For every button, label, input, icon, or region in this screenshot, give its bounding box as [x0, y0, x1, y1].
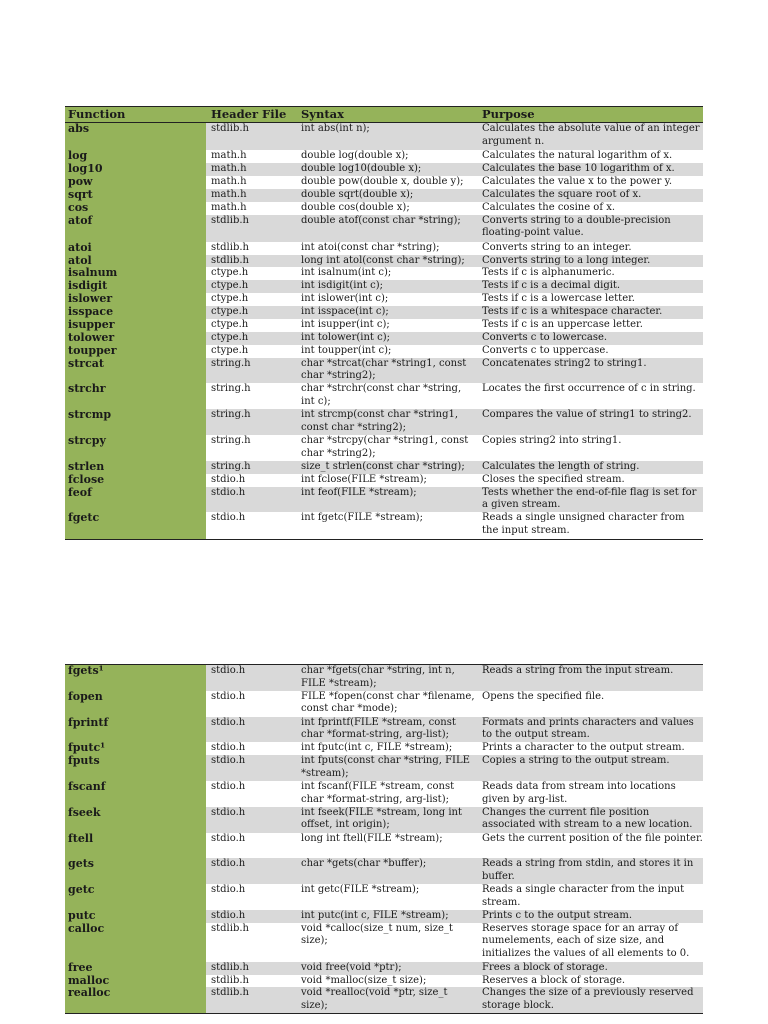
header-file-cell: stdio.h [206, 781, 296, 807]
purpose-cell: Copies string2 into string1. [477, 435, 703, 461]
header-file-cell: stdio.h [206, 665, 296, 691]
header-file-cell: stdlib.h [206, 255, 296, 268]
syntax-cell: int fputs(const char *string, FILE *stream); [296, 755, 477, 781]
syntax-cell: void *calloc(size_t num, size_t size); [296, 923, 477, 962]
syntax-cell: int fseek(FILE *stream, long int offset, int origin); [296, 807, 477, 833]
header-file-cell: stdio.h [206, 807, 296, 833]
function-name-cell: realloc [65, 987, 206, 1013]
function-name-cell: atof [65, 215, 206, 242]
purpose-cell: Opens the specified file. [477, 691, 703, 717]
purpose-cell: Gets the current position of the file pointer. [477, 833, 703, 859]
function-name-cell: ftell [65, 833, 206, 859]
syntax-cell: int fputc(int c, FILE *stream); [296, 742, 477, 755]
table-row [65, 755, 703, 781]
purpose-cell: Concatenates string2 to string1. [477, 358, 703, 384]
function-name-cell: feof [65, 487, 206, 513]
syntax-cell: double pow(double x, double y); [296, 176, 477, 189]
purpose-cell: Tests if c is alphanumeric. [477, 267, 703, 280]
header-file-cell: ctype.h [206, 319, 296, 332]
purpose-cell: Locates the first occurrence of c in string. [477, 383, 703, 409]
function-name-cell: pow [65, 176, 206, 189]
syntax-cell: int strcmp(const char *string1, const char *string2); [296, 409, 477, 435]
header-file-cell: stdio.h [206, 858, 296, 884]
syntax-cell: int islower(int c); [296, 293, 477, 306]
function-name-cell: log10 [65, 163, 206, 176]
function-name-cell: strlen [65, 461, 206, 474]
syntax-cell: void *realloc(void *ptr, size_t size); [296, 987, 477, 1013]
purpose-cell: Reads a single unsigned character from the input stream. [477, 512, 703, 539]
header-file-cell: stdlib.h [206, 242, 296, 255]
function-name-cell: fputc¹ [65, 742, 206, 755]
syntax-cell: int isspace(int c); [296, 306, 477, 319]
syntax-cell: int fprintf(FILE *stream, const char *format-string, arg-list); [296, 717, 477, 743]
function-name-cell: strchr [65, 383, 206, 409]
table-row [65, 189, 703, 202]
function-name-cell: isspace [65, 306, 206, 319]
syntax-cell: size_t strlen(const char *string); [296, 461, 477, 474]
syntax-cell: double log(double x); [296, 150, 477, 163]
purpose-cell: Reserves storage space for an array of numelements, each of size size, and initializes the values of all elements to 0. [477, 923, 703, 962]
syntax-cell: long int ftell(FILE *stream); [296, 833, 477, 859]
header-file-cell: math.h [206, 176, 296, 189]
table-row [65, 781, 703, 807]
purpose-cell: Tests if c is a lowercase letter. [477, 293, 703, 306]
function-name-cell: fgets¹ [65, 665, 206, 691]
purpose-cell: Calculates the base 10 logarithm of x. [477, 163, 703, 176]
purpose-cell: Prints c to the output stream. [477, 910, 703, 923]
syntax-cell: char *strchr(const char *string, int c); [296, 383, 477, 409]
header-file-cell: stdio.h [206, 833, 296, 859]
function-name-cell: fgetc [65, 512, 206, 539]
function-table-2 [65, 664, 703, 1014]
purpose-cell: Converts string to a double-precision floating-point value. [477, 215, 703, 242]
purpose-cell: Copies a string to the output stream. [477, 755, 703, 781]
syntax-cell: double cos(double x); [296, 202, 477, 215]
table-row [65, 383, 703, 409]
syntax-cell: void *malloc(size_t size); [296, 975, 477, 988]
header-file-cell: stdlib.h [206, 975, 296, 988]
function-name-cell: isdigit [65, 280, 206, 293]
syntax-cell: int isupper(int c); [296, 319, 477, 332]
table-row [65, 474, 703, 487]
header-file-cell: stdlib.h [206, 215, 296, 242]
purpose-cell: Converts string to a long integer. [477, 255, 703, 268]
table-row [65, 833, 703, 859]
syntax-cell: int atoi(const char *string); [296, 242, 477, 255]
purpose-cell: Tests if c is a decimal digit. [477, 280, 703, 293]
header-syntax: Syntax [301, 107, 344, 121]
syntax-cell: void free(void *ptr); [296, 962, 477, 975]
table-body [65, 664, 703, 1014]
table-row [65, 923, 703, 962]
syntax-cell: double sqrt(double x); [296, 189, 477, 202]
function-name-cell: sqrt [65, 189, 206, 202]
purpose-cell: Reads a string from the input stream. [477, 665, 703, 691]
table-row [65, 987, 703, 1014]
function-name-cell: fscanf [65, 781, 206, 807]
header-file-cell: stdio.h [206, 717, 296, 743]
function-name-cell: atoi [65, 242, 206, 255]
syntax-cell: int tolower(int c); [296, 332, 477, 345]
function-name-cell: atol [65, 255, 206, 268]
header-file-cell: stdio.h [206, 742, 296, 755]
table-row [65, 332, 703, 345]
syntax-cell: double log10(double x); [296, 163, 477, 176]
table-header [65, 106, 703, 123]
header-file-cell: stdio.h [206, 884, 296, 910]
header-file-cell: ctype.h [206, 332, 296, 345]
header-file-cell: stdlib.h [206, 923, 296, 962]
purpose-cell: Changes the size of a previously reserved storage block. [477, 987, 703, 1013]
header-file-cell: ctype.h [206, 306, 296, 319]
function-name-cell: gets [65, 858, 206, 884]
purpose-cell: Calculates the natural logarithm of x. [477, 150, 703, 163]
table-row [65, 176, 703, 189]
table-row [65, 435, 703, 461]
syntax-cell: int fclose(FILE *stream); [296, 474, 477, 487]
function-name-cell: log [65, 150, 206, 163]
purpose-cell: Reads data from stream into locations given by arg-list. [477, 781, 703, 807]
header-file-cell: math.h [206, 150, 296, 163]
header-file-cell: stdio.h [206, 487, 296, 513]
table-row [65, 807, 703, 833]
purpose-cell: Frees a block of storage. [477, 962, 703, 975]
header-file-cell: stdlib.h [206, 987, 296, 1013]
table-row [65, 910, 703, 923]
purpose-cell: Converts string to an integer. [477, 242, 703, 255]
table-row [65, 742, 703, 755]
syntax-cell: char *strcat(char *string1, const char *string2); [296, 358, 477, 384]
header-file-cell: math.h [206, 189, 296, 202]
header-file-cell: math.h [206, 163, 296, 176]
syntax-cell: double atof(const char *string); [296, 215, 477, 242]
header-file-cell: string.h [206, 409, 296, 435]
header-file-cell: stdio.h [206, 512, 296, 539]
header-file-cell: string.h [206, 358, 296, 384]
purpose-cell: Calculates the value x to the power y. [477, 176, 703, 189]
function-name-cell: isupper [65, 319, 206, 332]
header-file-cell: stdlib.h [206, 962, 296, 975]
table-row [65, 884, 703, 910]
table-row [65, 691, 703, 717]
function-name-cell: isalnum [65, 267, 206, 280]
syntax-cell: char *fgets(char *string, int n, FILE *stream); [296, 665, 477, 691]
header-file-cell: string.h [206, 435, 296, 461]
syntax-cell: int isalnum(int c); [296, 267, 477, 280]
table-row [65, 717, 703, 743]
purpose-cell: Compares the value of string1 to string2. [477, 409, 703, 435]
syntax-cell: int fgetc(FILE *stream); [296, 512, 477, 539]
syntax-cell: int getc(FILE *stream); [296, 884, 477, 910]
table-row [65, 409, 703, 435]
header-file-cell: ctype.h [206, 267, 296, 280]
header-purpose: Purpose [482, 107, 535, 121]
header-file-cell: ctype.h [206, 280, 296, 293]
header-file-cell: ctype.h [206, 345, 296, 358]
table-row [65, 293, 703, 306]
header-file-cell: ctype.h [206, 293, 296, 306]
purpose-cell: Reserves a block of storage. [477, 975, 703, 988]
syntax-cell: long int atol(const char *string); [296, 255, 477, 268]
table-row [65, 267, 703, 280]
table-row [65, 280, 703, 293]
function-name-cell: fseek [65, 807, 206, 833]
table-row [65, 242, 703, 255]
purpose-cell: Converts c to uppercase. [477, 345, 703, 358]
table-row [65, 150, 703, 163]
function-name-cell: tolower [65, 332, 206, 345]
purpose-cell: Reads a string from stdin, and stores it in buffer. [477, 858, 703, 884]
purpose-cell: Tests whether the end-of-file flag is set for a given stream. [477, 487, 703, 513]
function-name-cell: fputs [65, 755, 206, 781]
syntax-cell: int putc(int c, FILE *stream); [296, 910, 477, 923]
function-name-cell: malloc [65, 975, 206, 988]
table-row [65, 202, 703, 215]
syntax-cell: FILE *fopen(const char *filename, const char *mode); [296, 691, 477, 717]
header-file-cell: stdlib.h [206, 123, 296, 150]
function-table-1 [65, 106, 703, 540]
function-name-cell: calloc [65, 923, 206, 962]
function-name-cell: cos [65, 202, 206, 215]
table-row [65, 665, 703, 691]
purpose-cell: Calculates the square root of x. [477, 189, 703, 202]
purpose-cell: Prints a character to the output stream. [477, 742, 703, 755]
table-row [65, 123, 703, 150]
function-name-cell: putc [65, 910, 206, 923]
table-row [65, 962, 703, 975]
table-row [65, 487, 703, 513]
syntax-cell: char *strcpy(char *string1, const char *string2); [296, 435, 477, 461]
function-name-cell: toupper [65, 345, 206, 358]
table-row [65, 858, 703, 884]
header-file-cell: string.h [206, 383, 296, 409]
syntax-cell: int fscanf(FILE *stream, const char *format-string, arg-list); [296, 781, 477, 807]
table-row [65, 512, 703, 540]
table-row [65, 975, 703, 988]
purpose-cell: Tests if c is an uppercase letter. [477, 319, 703, 332]
table-row [65, 306, 703, 319]
table-row [65, 319, 703, 332]
syntax-cell: int feof(FILE *stream); [296, 487, 477, 513]
purpose-cell: Tests if c is a whitespace character. [477, 306, 703, 319]
purpose-cell: Converts c to lowercase. [477, 332, 703, 345]
header-header-file: Header File [211, 107, 287, 121]
syntax-cell: int isdigit(int c); [296, 280, 477, 293]
purpose-cell: Calculates the absolute value of an integer argument n. [477, 123, 703, 150]
syntax-cell: int abs(int n); [296, 123, 477, 150]
syntax-cell: int toupper(int c); [296, 345, 477, 358]
function-name-cell: islower [65, 293, 206, 306]
function-name-cell: strcmp [65, 409, 206, 435]
function-name-cell: fclose [65, 474, 206, 487]
table-row [65, 255, 703, 268]
header-file-cell: string.h [206, 461, 296, 474]
purpose-cell: Reads a single character from the input stream. [477, 884, 703, 910]
purpose-cell: Changes the current file position associated with stream to a new location. [477, 807, 703, 833]
function-name-cell: strcpy [65, 435, 206, 461]
header-function: Function [68, 107, 126, 121]
function-name-cell: strcat [65, 358, 206, 384]
function-name-cell: fprintf [65, 717, 206, 743]
table-row [65, 215, 703, 242]
purpose-cell: Closes the specified stream. [477, 474, 703, 487]
purpose-cell: Calculates the length of string. [477, 461, 703, 474]
purpose-cell: Calculates the cosine of x. [477, 202, 703, 215]
table-row [65, 345, 703, 358]
header-file-cell: stdio.h [206, 474, 296, 487]
header-file-cell: stdio.h [206, 755, 296, 781]
header-file-cell: stdio.h [206, 691, 296, 717]
function-name-cell: abs [65, 123, 206, 150]
table-row [65, 358, 703, 384]
purpose-cell: Formats and prints characters and values to the output stream. [477, 717, 703, 743]
table-row [65, 163, 703, 176]
function-name-cell: free [65, 962, 206, 975]
syntax-cell: char *gets(char *buffer); [296, 858, 477, 884]
function-name-cell: fopen [65, 691, 206, 717]
function-name-cell: getc [65, 884, 206, 910]
table-body [65, 123, 703, 540]
header-file-cell: math.h [206, 202, 296, 215]
table-row [65, 461, 703, 474]
header-file-cell: stdio.h [206, 910, 296, 923]
